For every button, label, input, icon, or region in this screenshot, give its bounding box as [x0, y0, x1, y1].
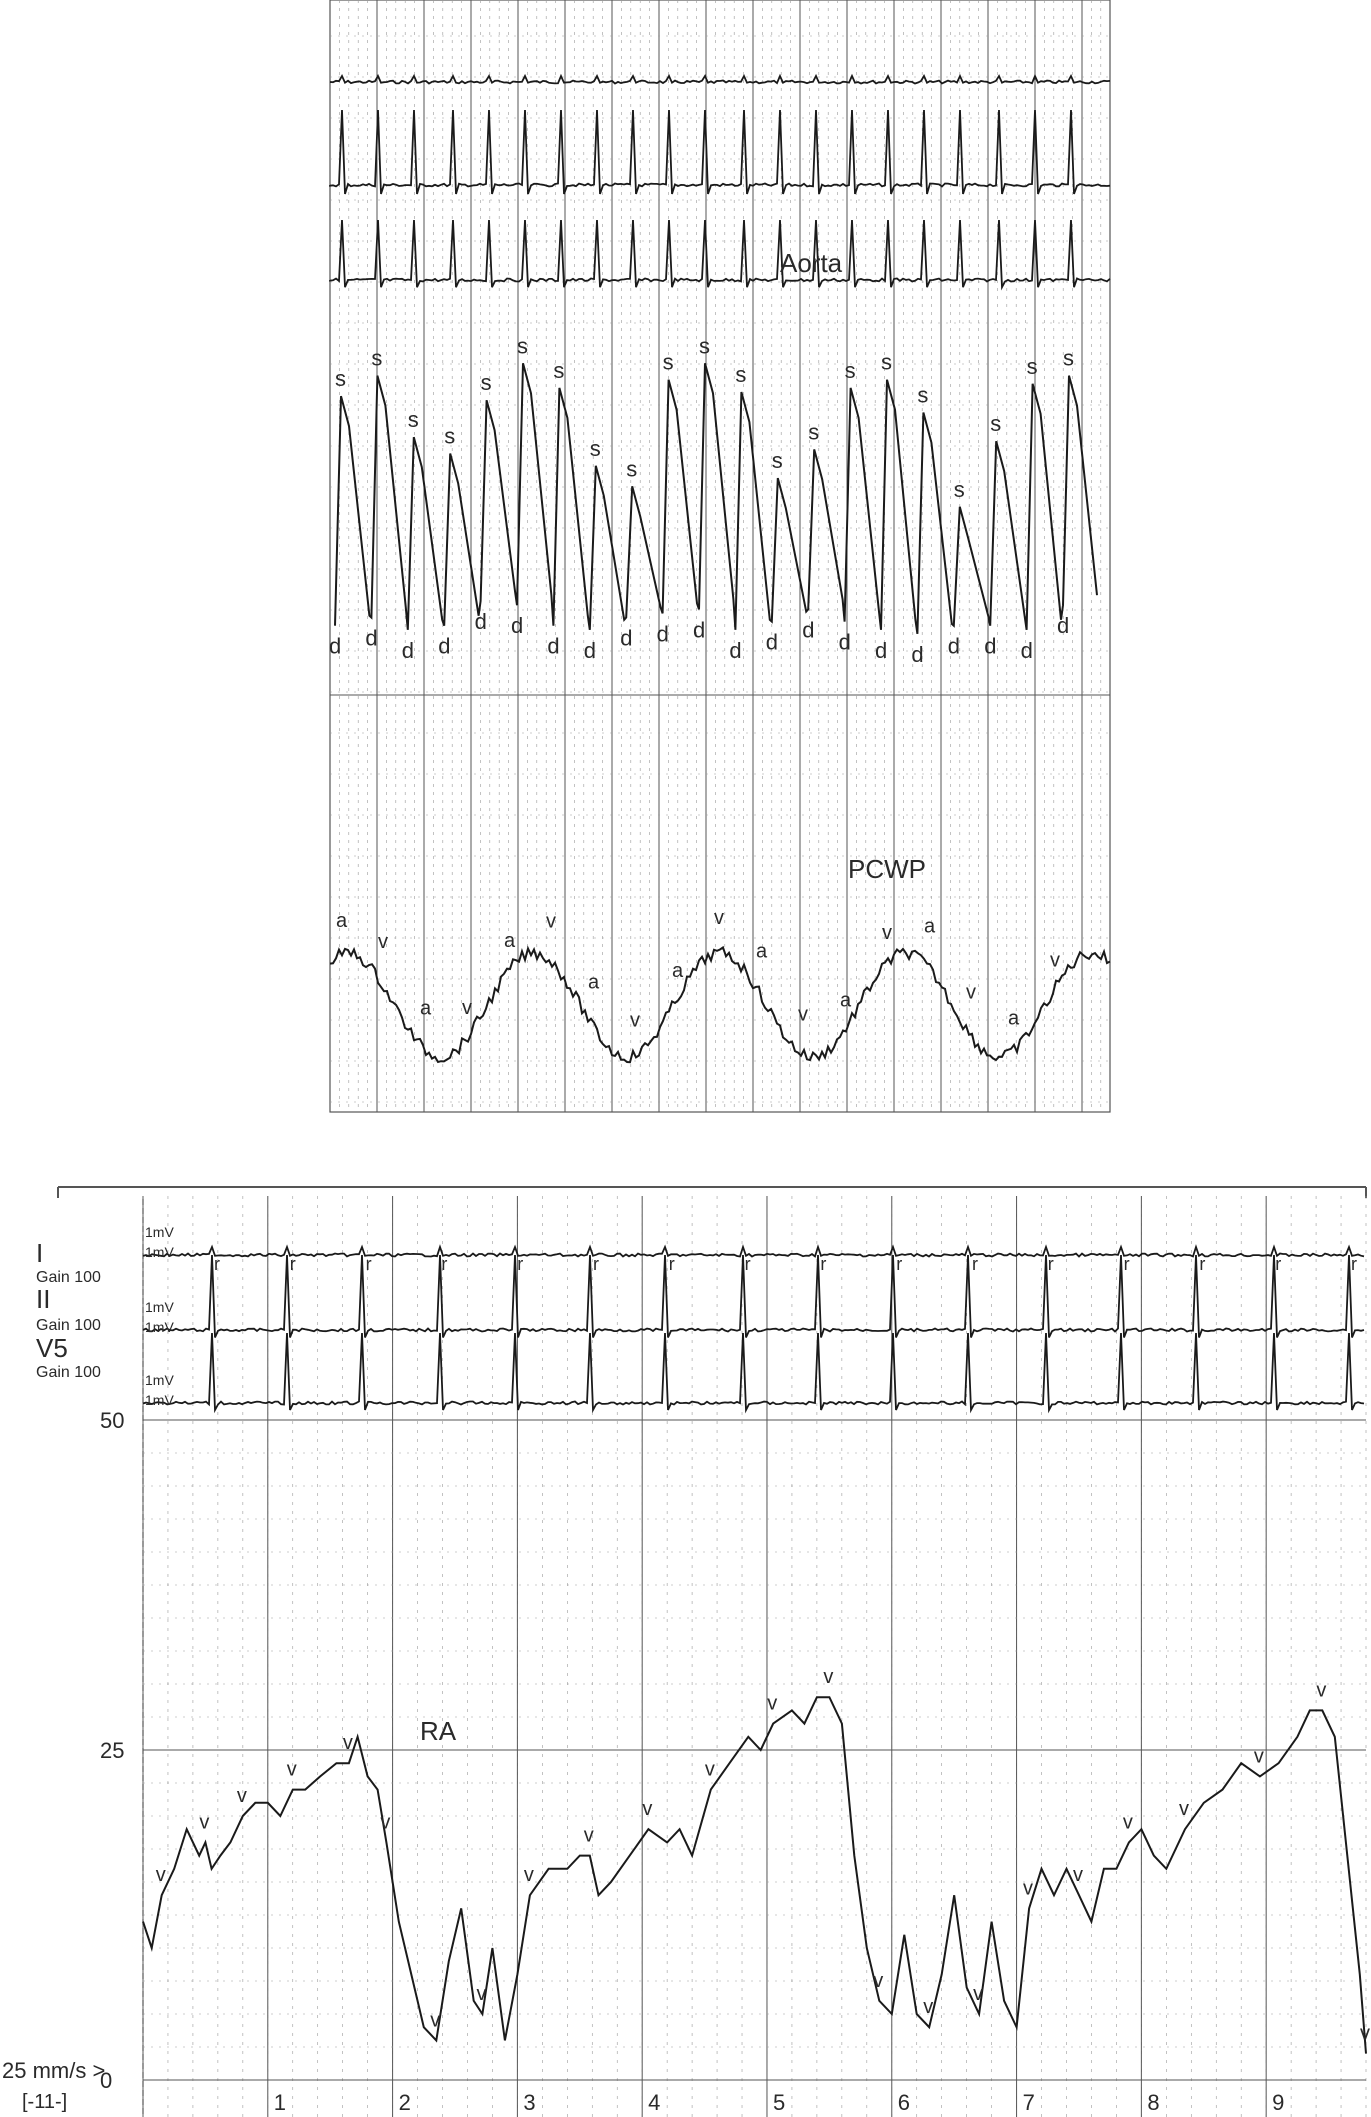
aorta-systolic-label: s [953, 476, 965, 502]
ecg-trace-bottom-1 [143, 1247, 1364, 1257]
ra-wave-label: v [1179, 1798, 1190, 1821]
r-wave-label: r [896, 1254, 903, 1274]
pcwp-wave-label: a [588, 971, 600, 994]
aorta-diastolic-label: d [947, 633, 961, 659]
ra-wave-label: v [767, 1692, 778, 1715]
x-tick-label: 7 [1022, 2090, 1035, 2115]
aorta-systolic-label: s [699, 333, 710, 359]
aorta-diastolic-label: d [511, 613, 524, 639]
aorta-systolic-label: s [771, 448, 783, 474]
aorta-diastolic-label: d [984, 633, 997, 659]
bottom-panel-grid [58, 1187, 1366, 2117]
ecg-trace-bottom-2 [143, 1255, 1364, 1338]
aorta-systolic-label: s [735, 362, 747, 387]
r-wave-label: r [1047, 1254, 1054, 1274]
pcwp-wave-label: a [840, 989, 852, 1012]
ra-wave-label: v [1253, 1745, 1264, 1768]
aorta-label: Aorta [780, 248, 843, 278]
ra-wave-label: v [873, 1969, 884, 1992]
pcwp-wave-label: v [882, 921, 892, 944]
pcwp-wave-label: a [420, 997, 432, 1020]
x-tick-label: 4 [648, 2090, 661, 2115]
pcwp-wave-label: a [1008, 1007, 1020, 1030]
aorta-systolic-label: s [917, 382, 929, 408]
bottom-panel-traces [143, 1247, 1366, 2054]
calibration-label: 1mV [145, 1392, 174, 1408]
ra-wave-label: v [380, 1811, 391, 1834]
r-wave-label: r [441, 1254, 448, 1274]
ra-wave-label: v [973, 1983, 984, 2005]
pcwp-wave-label: v [546, 910, 556, 933]
aorta-systolic-label: s [371, 345, 383, 371]
ra-wave-label: v [1023, 1877, 1034, 1900]
aorta-diastolic-label: d [838, 629, 851, 655]
calibration-label: 1mV [145, 1299, 174, 1315]
ra-wave-label: v [523, 1864, 534, 1887]
r-wave-label: r [820, 1254, 827, 1274]
aorta-systolic-label: s [808, 419, 820, 445]
ra-wave-label: v [155, 1864, 166, 1887]
speed-label: 25 mm/s > [2, 2058, 106, 2083]
aorta-diastolic-label: d [438, 633, 451, 659]
r-wave-label: r [668, 1254, 675, 1274]
aorta-diastolic-label: d [729, 637, 742, 663]
aorta-systolic-label: s [407, 407, 419, 433]
aorta-systolic-label: s [517, 333, 528, 359]
ra-wave-label: v [923, 1996, 934, 2019]
aorta-diastolic-label: d [620, 625, 633, 651]
aorta-diastolic-label: d [1057, 613, 1070, 639]
x-tick-label: 8 [1147, 2090, 1160, 2115]
aorta-diastolic-label: d [365, 625, 378, 651]
ecg-trace-top-1 [330, 76, 1110, 84]
ra-wave-label: v [236, 1785, 247, 1807]
ra-label: RA [420, 1716, 457, 1746]
ra-wave-label: v [1316, 1679, 1327, 1702]
aorta-systolic-label: s [1026, 353, 1038, 379]
aorta-systolic-label: s [335, 366, 346, 392]
r-wave-label: r [1351, 1254, 1357, 1274]
aorta-diastolic-label: d [583, 637, 597, 663]
ecg-trace-bottom-3 [143, 1333, 1364, 1410]
ra-wave-label: v [583, 1824, 594, 1847]
lead-ii-gain: Gain 100 [36, 1317, 101, 1334]
aorta-systolic-label: s [553, 357, 565, 383]
aorta-diastolic-label: d [474, 609, 487, 635]
x-tick-label: 2 [398, 2090, 411, 2115]
aorta-diastolic-label: d [547, 633, 560, 659]
ra-wave-label: v [642, 1798, 653, 1821]
ra-wave-label: v [476, 1983, 487, 2005]
lead-i-gain: Gain 100 [36, 1269, 101, 1286]
pcwp-wave-label: v [378, 930, 388, 953]
pcwp-wave-label: v [798, 1003, 808, 1026]
ra-wave-label: v [1122, 1811, 1133, 1834]
aorta-diastolic-label: d [802, 617, 815, 643]
pcwp-wave-label: v [966, 981, 976, 1004]
pcwp-wave-label: v [714, 906, 724, 929]
r-wave-label: r [1123, 1254, 1130, 1274]
aorta-diastolic-label: d [875, 637, 888, 663]
ra-wave-label: v [823, 1666, 834, 1689]
aorta-systolic-label: s [990, 411, 1002, 437]
r-wave-label: r [593, 1254, 599, 1274]
ra-wave-label: v [1360, 2022, 1370, 2045]
aorta-systolic-label: s [844, 357, 856, 383]
aorta-diastolic-label: d [401, 637, 415, 663]
calibration-label: 1mV [145, 1372, 174, 1388]
ecg-trace-top-2 [330, 110, 1110, 194]
page-label: [-11-] [22, 2091, 68, 2113]
bottom-panel-labels [100, 1224, 1371, 2115]
x-tick-label: 6 [897, 2090, 911, 2115]
y-tick-label: 0 [100, 2068, 113, 2093]
r-wave-label: r [214, 1254, 220, 1274]
pcwp-wave-label: a [504, 930, 516, 953]
calibration-label: 1mV [145, 1319, 174, 1335]
aorta-systolic-label: s [444, 423, 456, 449]
aorta-systolic-label: s [480, 370, 492, 396]
lead-ii-label: II [36, 1284, 51, 1314]
ra-wave-label: v [1072, 1864, 1083, 1887]
pcwp-wave-label: a [672, 960, 684, 983]
aorta-systolic-label: s [589, 435, 601, 461]
aorta-diastolic-label: d [1020, 637, 1033, 663]
aorta-systolic-label: s [662, 349, 674, 375]
x-tick-label: 9 [1272, 2090, 1285, 2115]
aorta-diastolic-label: d [656, 621, 669, 647]
ecg-trace-top-3 [330, 220, 1110, 287]
calibration-label: 1mV [145, 1224, 174, 1240]
ra-wave-label: v [199, 1811, 210, 1834]
ra-wave-label: v [704, 1758, 715, 1781]
aorta-pressure-trace [335, 363, 1097, 634]
calibration-label: 1mV [145, 1244, 174, 1260]
lead-v5-gain: Gain 100 [36, 1364, 101, 1381]
pcwp-wave-label: v [630, 1009, 640, 1032]
x-tick-label: 1 [273, 2090, 287, 2115]
lead-i-label: I [36, 1238, 44, 1268]
pcwp-wave-label: v [462, 997, 472, 1020]
pcwp-wave-label: a [336, 910, 348, 933]
ra-wave-label: v [342, 1732, 353, 1755]
r-wave-label: r [972, 1254, 978, 1274]
aorta-systolic-label: s [881, 349, 892, 375]
r-wave-label: r [744, 1254, 751, 1274]
aorta-diastolic-label: d [765, 629, 779, 655]
aorta-systolic-label: s [626, 456, 638, 482]
aorta-diastolic-label: d [693, 617, 706, 643]
lead-v5-label: V5 [36, 1333, 68, 1363]
x-tick-label: 3 [523, 2090, 536, 2115]
pcwp-wave-label: a [924, 915, 936, 938]
y-tick-label: 25 [100, 1738, 125, 1763]
ra-wave-label: v [286, 1758, 297, 1781]
pcwp-label: PCWP [848, 854, 926, 884]
aorta-diastolic-label: d [911, 641, 924, 667]
ra-wave-label: v [430, 2009, 441, 2032]
r-wave-label: r [365, 1254, 372, 1274]
x-tick-label: 5 [772, 2090, 786, 2115]
pcwp-wave-label: v [1050, 949, 1060, 972]
top-panel-labels [329, 333, 1074, 1031]
aorta-systolic-label: s [1063, 345, 1074, 371]
y-tick-label: 50 [100, 1408, 125, 1433]
ra-pressure-trace [143, 1697, 1366, 2053]
pcwp-pressure-trace [330, 947, 1110, 1062]
r-wave-label: r [1199, 1254, 1206, 1274]
pcwp-wave-label: a [756, 940, 768, 963]
r-wave-label: r [1275, 1254, 1282, 1274]
aorta-diastolic-label: d [329, 633, 342, 659]
r-wave-label: r [289, 1254, 296, 1274]
r-wave-label: r [517, 1254, 524, 1274]
